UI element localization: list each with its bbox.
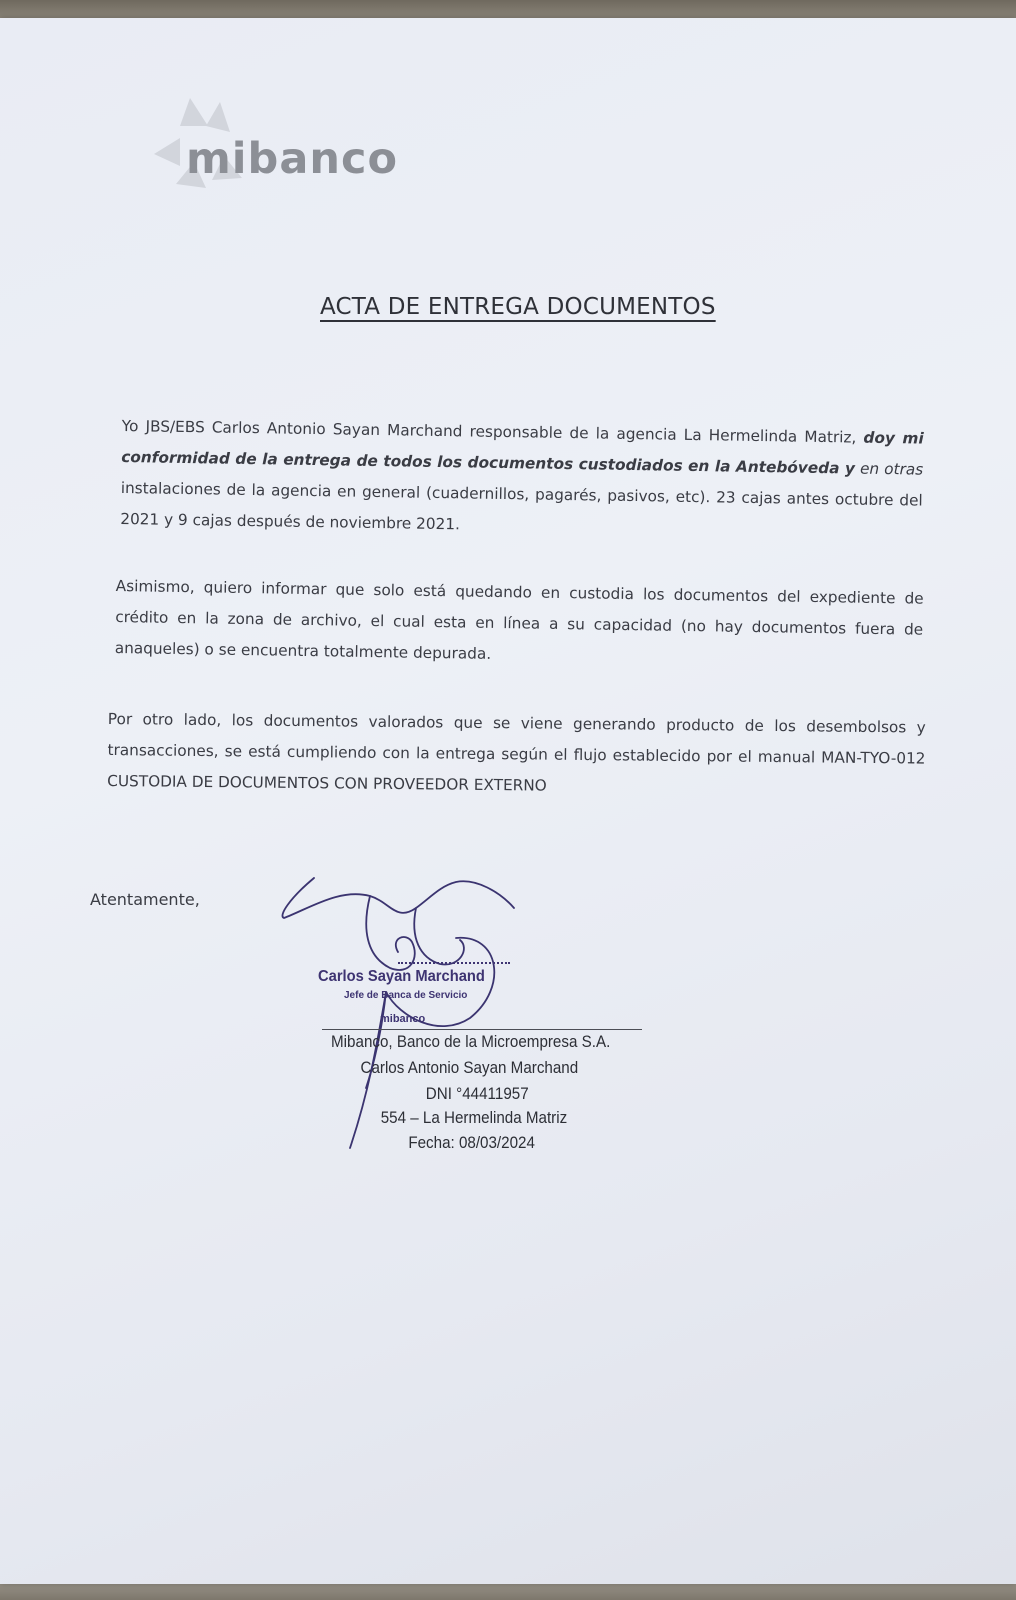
signer-dni: DNI °44411957 (425, 1085, 529, 1103)
document-date: Fecha: 08/03/2024 (408, 1134, 535, 1152)
signer-full-name: Carlos Antonio Sayan Marchand (360, 1059, 579, 1077)
paragraph-1-emphasis: doy mi conformidad de la entrega de todos los documentos custodiados en la Antebóveda y (121, 428, 924, 478)
document-page (0, 18, 1016, 1584)
stamp-role: Jefe de Banca de Servicio (344, 990, 468, 1001)
paragraph-1 (120, 411, 924, 548)
document-title: ACTA DE ENTREGA DOCUMENTOS (320, 294, 716, 320)
logo-wordmark: mibanco (186, 134, 398, 184)
paragraph-3: Por otro lado, los documentos valorados que se viene generando producto de los desembolsos y transacciones, se está cumpliendo con la entrega según el flujo establecido por el manual MAN-TYO-012 CUSTODIA DE DOCUMENTOS CON PROVEEDOR EXTERNO (107, 709, 926, 795)
paragraph-1-italic: en otras (859, 459, 924, 479)
closing-salutation: Atentamente, (90, 890, 200, 909)
mibanco-logo (150, 96, 450, 206)
signer-agency: 554 – La Hermelinda Matriz (380, 1109, 568, 1127)
paragraph-1-continuation: instalaciones de la agencia en general (cuadernillos, pagarés, pasivos, etc). 23 cajas antes octubre del 2021 y 9 cajas después de noviembre 2021. (120, 478, 923, 534)
stamp-brand: mibanco (380, 1013, 426, 1025)
signer-company: Mibanco, Banco de la Microempresa S.A. (331, 1033, 611, 1051)
stamp-dotted-rule (398, 962, 510, 964)
paragraph-1-text: Yo JBS/EBS Carlos Antonio Sayan Marchand responsable de la agencia La Hermelinda Matriz, (121, 416, 857, 447)
stamp-name: Carlos Sayan Marchand (318, 968, 485, 985)
paragraph-2: Asimismo, quiero informar que solo está quedando en custodia los documentos del expediente de crédito en la zona de archivo, el cual esta en línea a su capacidad (no hay documentos fuera de anaqueles) o se encuentra totalmente depurada. (114, 576, 924, 663)
